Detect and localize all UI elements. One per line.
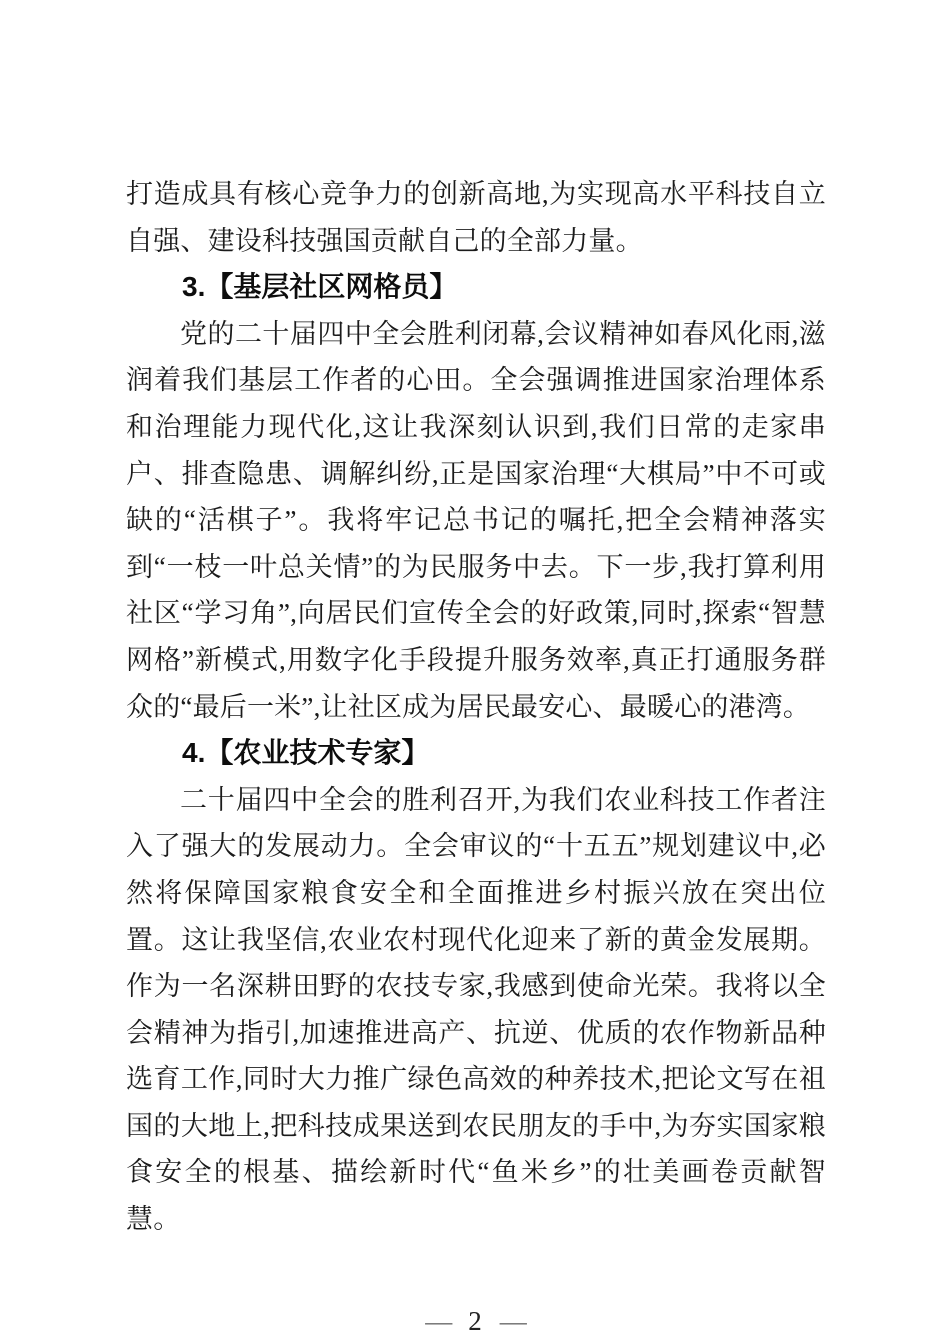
section-heading-4-agricultural-expert: 4.【农业技术专家】 [182,737,430,769]
paragraph-community-grid-worker: 党的二十届四中全会胜利闭幕,会议精神如春风化雨,滋润着我们基层工作者的心田。全会强调推进国家治理体系和治理能力现代化,这让我深刻认识到,我们日常的走家串户、排查隐患、调解纠纷,正是国家治理“大棋局”中不可或缺的“活棋子”。我将牢记总书记的嘱托,把全会精神落实到“一枝一叶总关情”的为民服务中去。下一步,我打算利用社区“学习角”,向居民们宣传全会的好政策,同时,探索“智慧网格”新模式,用数字化手段提升服务效率,真正打通服务群众的“最后一米”,让社区成为居民最安心、最暖心的港湾。 [126,318,826,722]
footer-dash-left: — [425,1306,451,1336]
document-body [126,171,826,1243]
page-number: 2 [468,1306,482,1336]
paragraph-continuation: 打造成具有核心竞争力的创新高地,为实现高水平科技自立自强、建设科技强国贡献自己的全部力量。 [126,179,826,256]
footer-dash-right: — [499,1306,525,1336]
paragraph-agricultural-expert: 二十届四中全会的胜利召开,为我们农业科技工作者注入了强大的发展动力。全会审议的“十五五”规划建议中,必然将保障国家粮食安全和全面推进乡村振兴放在突出位置。这让我坚信,农业农村现代化迎来了新的黄金发展期。作为一名深耕田野的农技专家,我感到使命光荣。我将以全会精神为指引,加速推进高产、抗逆、优质的农作物新品种选育工作,同时大力推广绿色高效的种养技术,把论文写在祖国的大地上,把科技成果送到农民朋友的手中,为夯实国家粮食安全的根基、描绘新时代“鱼米乡”的壮美画卷贡献智慧。 [126,784,826,1235]
section-heading-3-community-grid-worker: 3.【基层社区网格员】 [182,271,458,303]
page-footer [0,1303,950,1339]
